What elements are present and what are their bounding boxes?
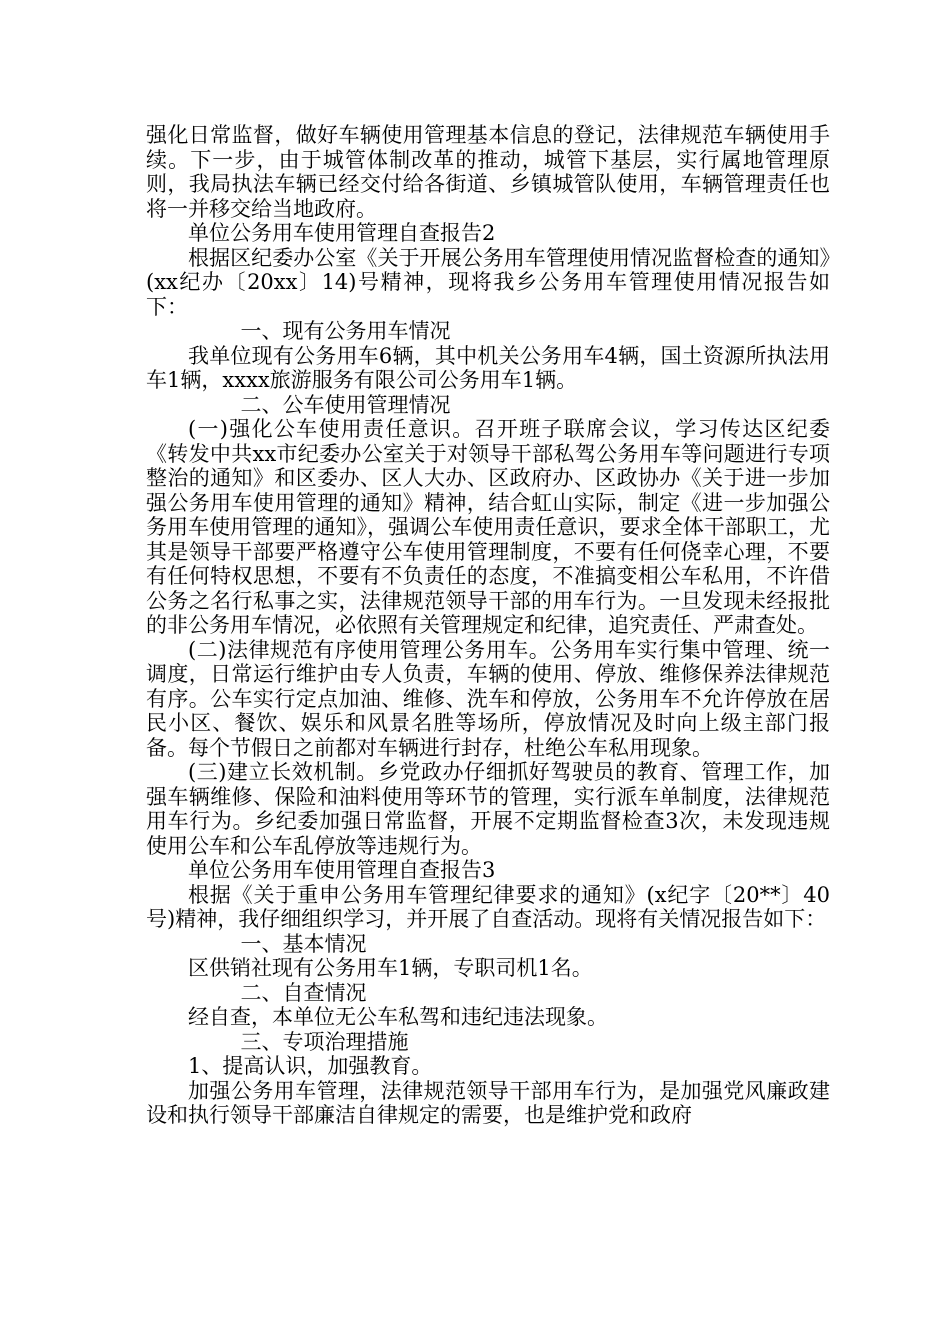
- report-2-intro: 根据区纪委办公室《关于开展公务用车管理使用情况监督检查的通知》(xx纪办〔20xx〕14)号精神，现将我乡公务用车管理使用情况报告如下：: [146, 245, 830, 319]
- section-heading-basic-info: 一、基本情况: [240, 931, 367, 956]
- section-heading-vehicle-management: 二、公车使用管理情况: [240, 392, 451, 417]
- paragraph-responsibility: (一)强化公车使用责任意识。召开班子联席会议，学习传达区纪委《转发中共xx市纪委办公室关于对领导干部私驾公务用车等问题进行专项整治的通知》和区委办、区人大办、区政府办、区政协办《关于进一步加强公务用车使用管理的通知》精神，结合虹山实际，制定《进一步加强公务用车使用管理的通知》，强调公车使用责任意识，要求全体干部职工，尤其是领导干部要严格遵守公车使用管理制度，不要有任何侥幸心理，不要有任何特权思想，不要有不负责任的态度，不准搞变相公车私用，不许借公务之名行私事之实，法律规范领导干部的用车行为。一旦发现未经报批的非公务用车情况，必依照有关管理规定和纪律，追究责任、严肃查处。: [146, 417, 830, 637]
- paragraph-self-check: 经自查，本单位无公车私驾和违纪违法现象。: [188, 1005, 608, 1029]
- document-page: [146, 123, 830, 1128]
- paragraph-basic-info: 区供销社现有公务用车1辆，专职司机1名。: [188, 956, 593, 980]
- report-2-title: 单位公务用车使用管理自查报告2: [188, 221, 496, 245]
- report-3-title: 单位公务用车使用管理自查报告3: [188, 858, 496, 882]
- report-3-intro: 根据《关于重申公务用车管理纪律要求的通知》(x纪字〔20**〕40号)精神，我仔细组织学习，并开展了自查活动。现将有关情况报告如下：: [146, 882, 830, 931]
- paragraph-measure-1: 1、提高认识，加强教育。: [188, 1054, 433, 1078]
- paragraph-vehicle-count: 我单位现有公务用车6辆，其中机关公务用车4辆，国土资源所执法用车1辆，xxxx旅游服务有限公司公务用车1辆。: [146, 343, 830, 392]
- paragraph-long-term-mechanism: (三)建立长效机制。乡党政办仔细抓好驾驶员的教育、管理工作，加强车辆维修、保险和油料使用等环节的管理，实行派车单制度，法律规范用车行为。乡纪委加强日常监督，开展不定期监督检查3次，未发现违规使用公车和公车乱停放等违规行为。: [146, 760, 830, 858]
- section-heading-self-check: 二、自查情况: [240, 980, 367, 1005]
- paragraph-continuation: 强化日常监督，做好车辆使用管理基本信息的登记，法律规范车辆使用手续。下一步，由于城管体制改革的推动，城管下基层，实行属地管理原则，我局执法车辆已经交付给各街道、乡镇城管队使用，车辆管理责任也将一并移交给当地政府。: [146, 123, 830, 221]
- section-heading-current-vehicles: 一、现有公务用车情况: [240, 319, 451, 343]
- paragraph-measure-1-detail: 加强公务用车管理，法律规范领导干部用车行为，是加强党风廉政建设和执行领导干部廉洁自律规定的需要，也是维护党和政府: [146, 1078, 830, 1127]
- section-heading-measures: 三、专项治理措施: [240, 1029, 409, 1054]
- paragraph-orderly-use: (二)法律规范有序使用管理公务用车。公务用车实行集中管理、统一调度，日常运行维护由专人负责，车辆的使用、停放、维修保养法律规范有序。公车实行定点加油、维修、洗车和停放，公务用车不允许停放在居民小区、餐饮、娱乐和风景名胜等场所，停放情况及时向上级主部门报备。每个节假日之前都对车辆进行封存，杜绝公车私用现象。: [146, 637, 830, 760]
